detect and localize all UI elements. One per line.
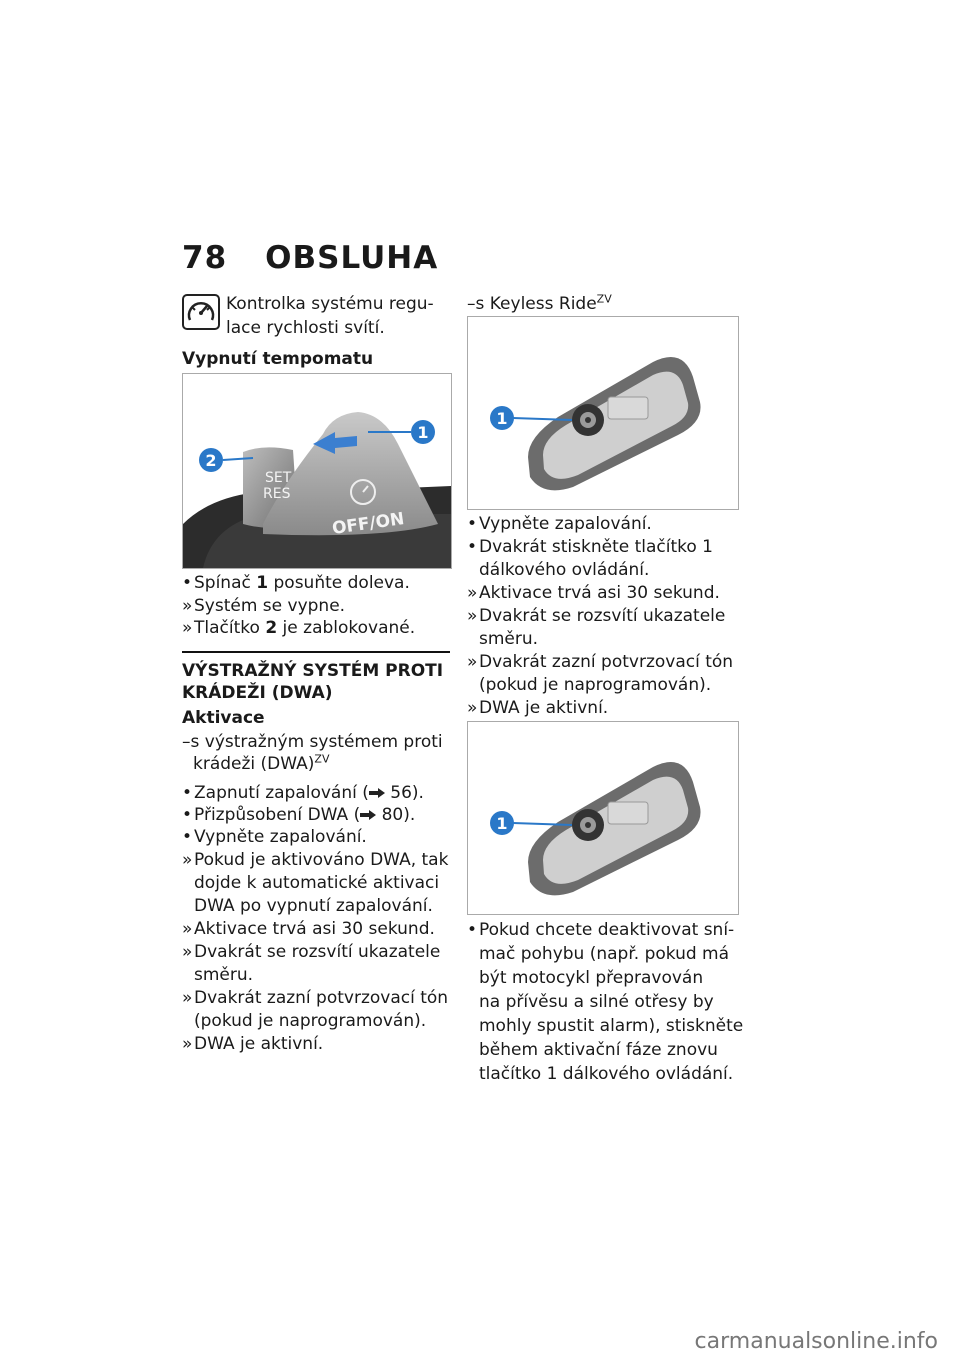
set-label: SET	[265, 470, 292, 486]
section-divider	[182, 651, 450, 653]
list-line: mač pohybu (např. pokud má	[479, 944, 730, 964]
list-line: (pokud je naprogramován).	[479, 675, 712, 695]
option-sup: ZV	[314, 752, 330, 766]
list-line: Dvakrát stiskněte tlačítko 1	[479, 537, 713, 557]
list-line: směru.	[194, 965, 254, 985]
heading-cruise-off: Vypnutí tempomatu	[182, 349, 374, 369]
list-line: DWA je aktivní.	[479, 698, 609, 718]
list-item	[182, 987, 452, 1033]
list-marker: •	[467, 514, 478, 534]
list-line: na přívěsu a silné otřesy by	[479, 992, 714, 1012]
list-line: Pokud chcete deaktivovat sní-	[479, 920, 735, 940]
list-line: tlačítko 1 dálkového ovládání.	[479, 1064, 734, 1084]
list-item	[467, 513, 742, 536]
indicator-text-1: Kontrolka systému regu-	[226, 294, 434, 314]
list-item	[467, 918, 757, 1086]
callout-2: 2	[205, 451, 217, 470]
list-item	[467, 651, 742, 697]
list-item	[182, 1033, 452, 1056]
list-line: během aktivační fáze znovu	[479, 1040, 718, 1060]
list-item	[467, 536, 742, 582]
list-line: Dvakrát se rozsvítí ukazatele	[479, 606, 726, 626]
indicator-text-2: lace rychlosti svítí.	[226, 318, 385, 338]
keyless-line: –s Keyless Ride$^{ZV}$	[467, 292, 612, 314]
list-item	[467, 697, 742, 720]
footer-watermark: carmanualsonline.info	[694, 1329, 938, 1354]
page-ref-link[interactable]: 56).	[390, 783, 424, 803]
list-item	[182, 941, 452, 987]
cruise-control-indicator-icon	[182, 294, 220, 330]
list-line: Aktivace trvá asi 30 sekund.	[479, 583, 720, 603]
cruise-switch-illustration	[183, 374, 451, 568]
key-fob-illustration-2	[468, 722, 738, 914]
list-line: Pokud je aktivováno DWA, tak	[194, 850, 449, 870]
list-line: dojde k automatické aktivaci	[194, 873, 440, 893]
list-marker: »	[467, 698, 478, 718]
list-line: být motocykl přepravován	[479, 968, 704, 988]
page-ref-arrow-icon	[369, 788, 385, 798]
list-marker: »	[467, 583, 478, 603]
subheading-activation: Aktivace	[182, 708, 265, 728]
page-header	[182, 240, 438, 276]
cruise-switch-figure	[182, 373, 452, 569]
step-switch-left: • Spínač 1 posuňte doleva.	[182, 573, 410, 593]
dash-line-1: –s výstražným systémem proti	[182, 732, 443, 752]
list-line: Vypněte zapalování.	[479, 514, 652, 534]
page-ref-arrow-icon	[360, 810, 376, 820]
dash-line-2: krádeži (DWA)$^{ZV}$	[193, 752, 330, 774]
page-number: 78	[182, 240, 228, 276]
list-line: Vypněte zapalování.	[194, 827, 367, 847]
list-marker: »	[182, 1034, 193, 1054]
list-item	[467, 582, 742, 605]
step-ignition-on: • Zapnutí zapalování ( 56).	[182, 783, 424, 803]
list-line: Dvakrát zazní potvrzovací tón	[194, 988, 449, 1008]
list-marker: »	[182, 988, 193, 1008]
list-line: Dvakrát se rozsvítí ukazatele	[194, 942, 441, 962]
list-line: Aktivace trvá asi 30 sekund.	[194, 919, 435, 939]
dwa-title-1: VÝSTRAŽNÝ SYSTÉM PROTI	[182, 661, 444, 681]
list-line: DWA po vypnutí zapalování.	[194, 896, 433, 916]
result-system-off: » Systém se vypne.	[182, 596, 346, 616]
list-line: DWA je aktivní.	[194, 1034, 324, 1054]
dwa-title-2: KRÁDEŽI (DWA)	[182, 683, 333, 703]
list-line: Dvakrát zazní potvrzovací tón	[479, 652, 734, 672]
list-marker: »	[182, 919, 193, 939]
list-item	[182, 826, 452, 849]
list-line: dálkového ovládání.	[479, 560, 650, 580]
list-line: (pokud je naprogramován).	[194, 1011, 427, 1031]
section-title: OBSLUHA	[265, 240, 439, 276]
key-fob-figure-2	[467, 721, 739, 915]
list-marker: »	[182, 942, 193, 962]
dwa-steps-left	[182, 826, 452, 1056]
fob-callout-1: 1	[496, 409, 508, 428]
key-fob-illustration-1	[468, 317, 738, 509]
result-button-locked: » Tlačítko 2 je zablokované.	[182, 618, 416, 638]
list-marker: »	[467, 652, 478, 672]
fob-callout-2: 1	[496, 814, 508, 833]
list-marker: •	[467, 537, 478, 557]
list-item	[182, 918, 452, 941]
deactivate-motion-sensor	[467, 918, 757, 1086]
list-marker: »	[182, 850, 193, 870]
list-item	[467, 605, 742, 651]
list-line: směru.	[479, 629, 539, 649]
offon-label: OFF/ON	[330, 509, 406, 539]
dwa-steps-right	[467, 513, 742, 720]
key-fob-figure-1	[467, 316, 739, 510]
list-marker: •	[467, 920, 478, 940]
step-customize-dwa: • Přizpůsobení DWA ( 80).	[182, 805, 416, 825]
list-item	[182, 849, 452, 918]
page-ref-link[interactable]: 80).	[381, 805, 416, 825]
res-label: RES	[263, 486, 291, 502]
callout-1: 1	[417, 423, 429, 442]
list-line: mohly spustit alarm), stiskněte	[479, 1016, 744, 1036]
list-marker: •	[182, 827, 193, 847]
list-marker: »	[467, 606, 478, 626]
